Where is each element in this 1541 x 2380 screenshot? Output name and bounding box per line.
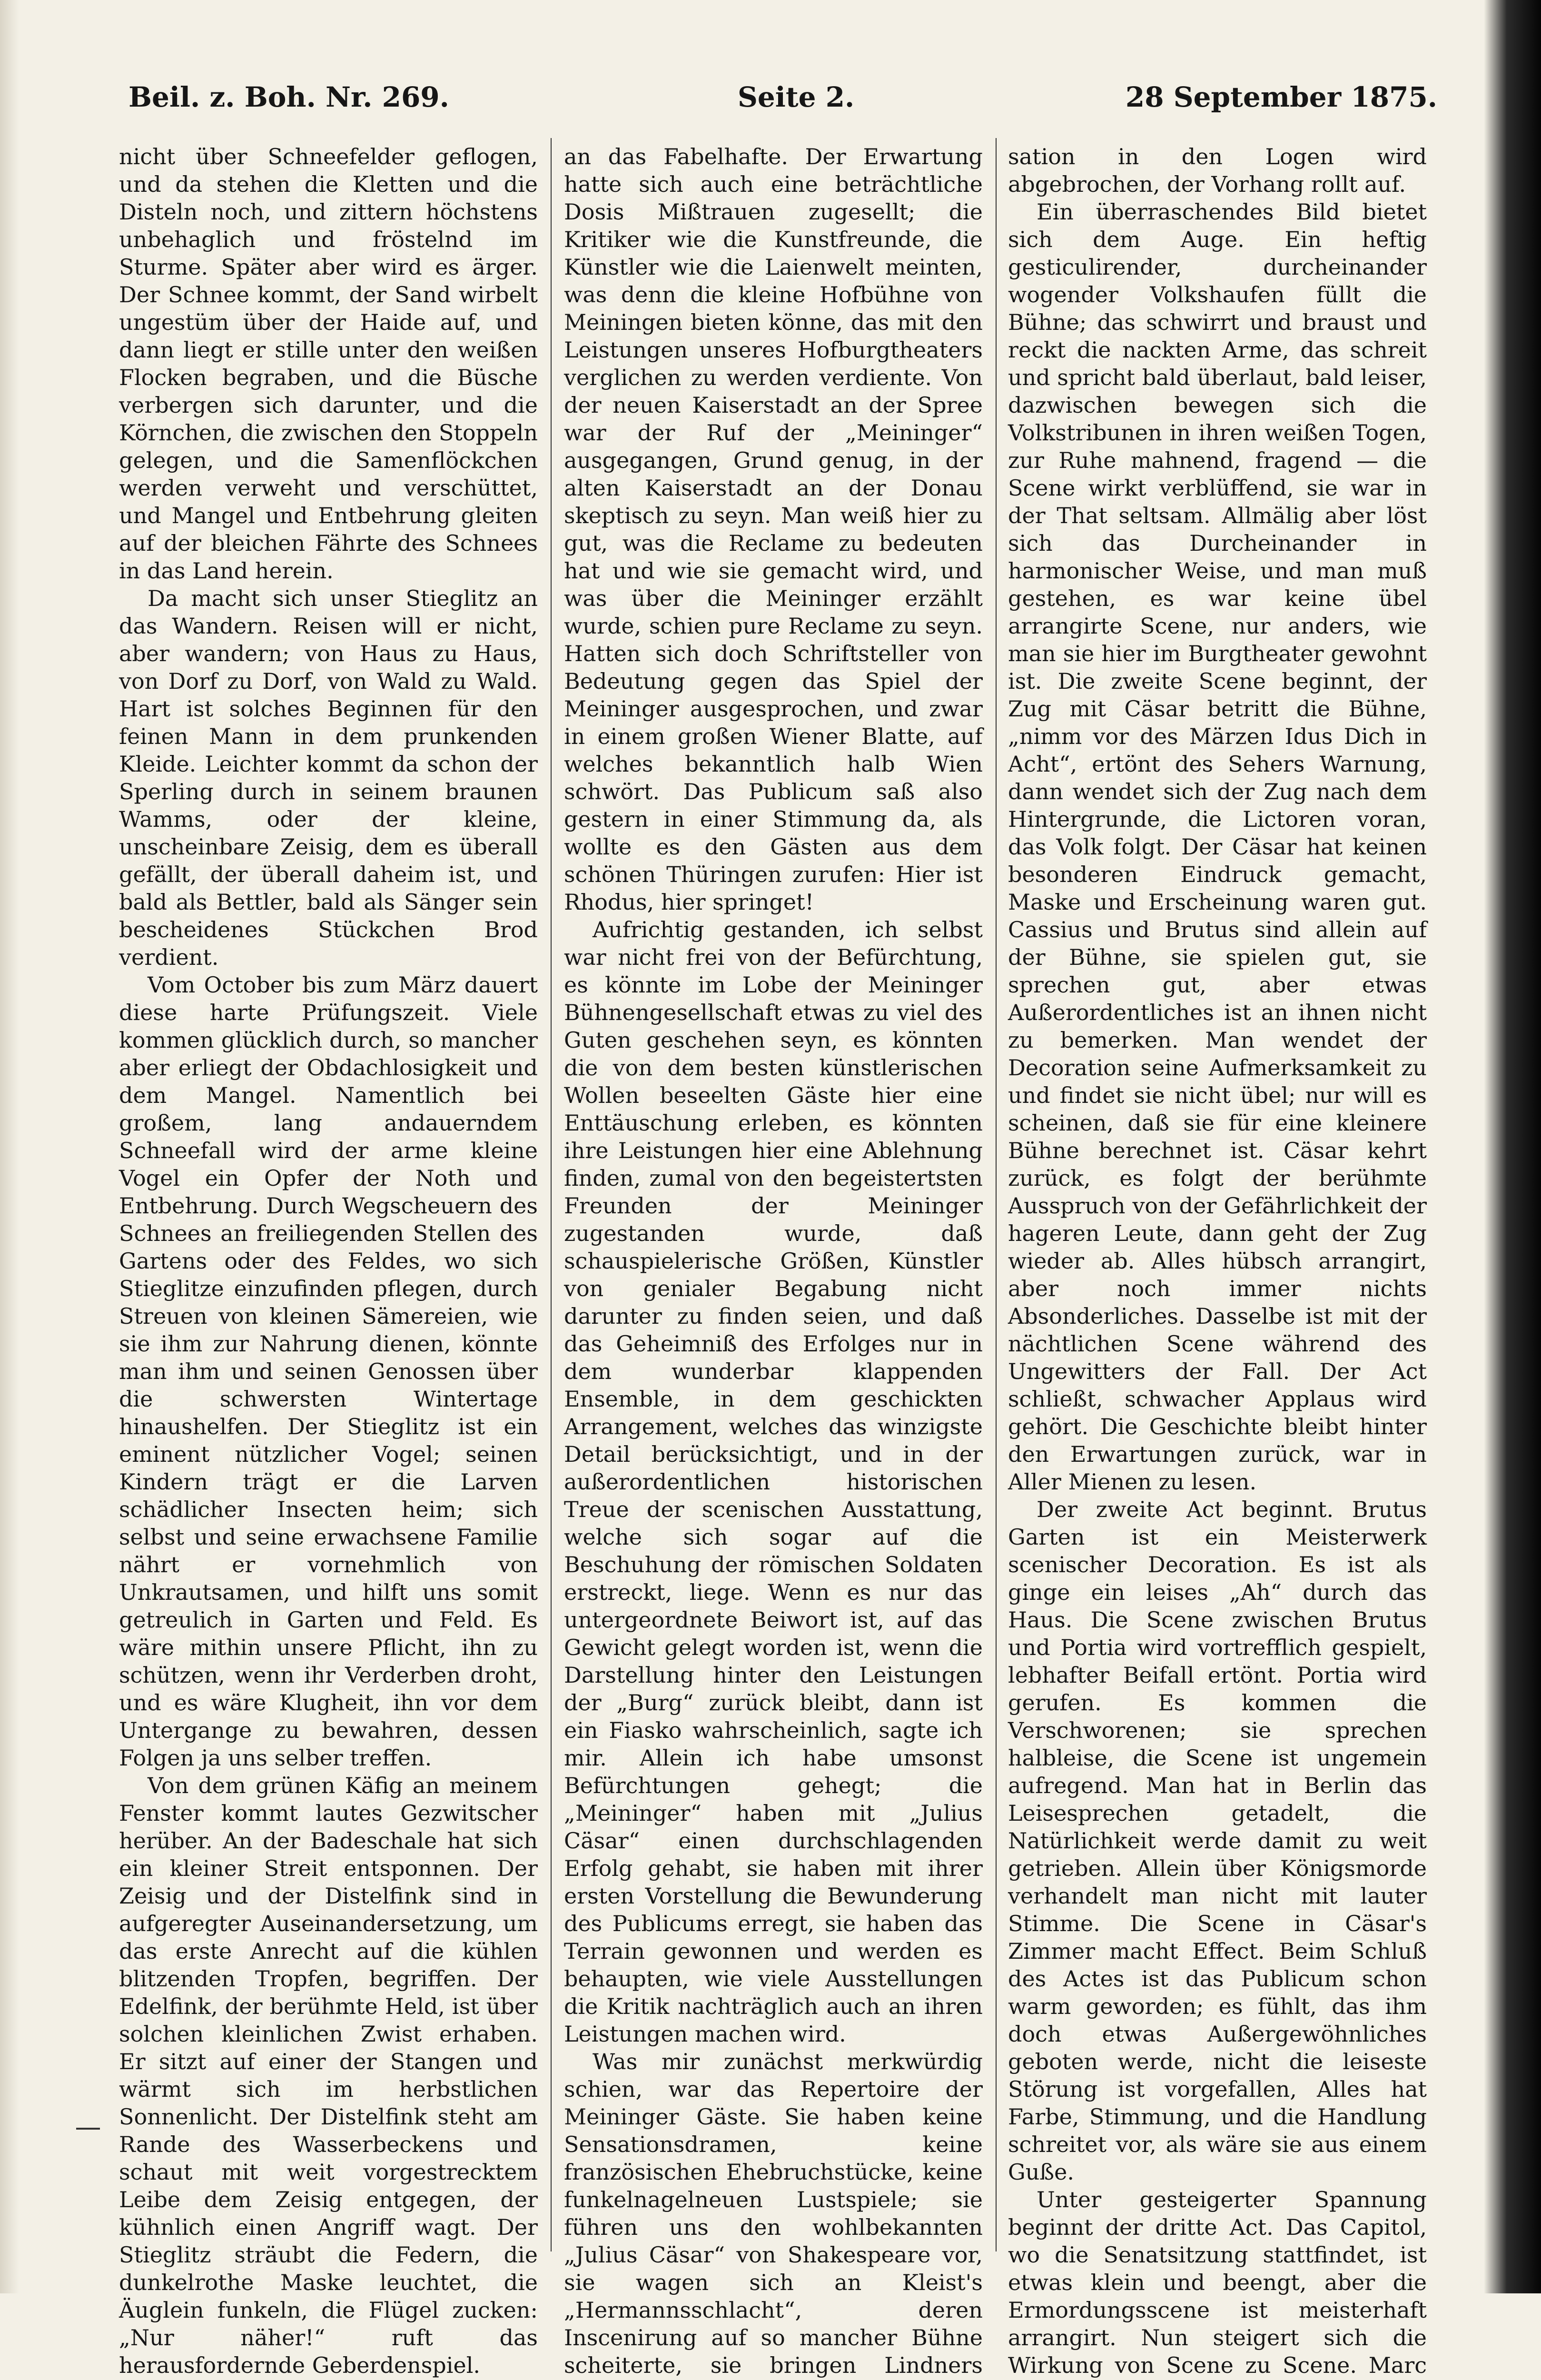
- scan-right-edge: [1484, 0, 1541, 2293]
- column-rule-2: [996, 138, 997, 2251]
- scan-left-edge: [0, 0, 19, 2293]
- paragraph: Unter gesteigerter Spannung beginnt der dritte Act. Das Capitol, wo die Senatsitzung stattfindet, ist etwas klein und beengt, aber die Ermordungsscene ist meisterhaft arrangirt. Nun steigert sich die Wirkung von Scene zu Scene. Marc: [1008, 2187, 1427, 2378]
- margin-mark: [76, 2128, 100, 2130]
- paragraph: sation in den Logen wird abgebrochen, der Vorhang rollt auf.: [1008, 144, 1427, 197]
- paragraph: nicht über Schneefelder geflogen, und da stehen die Kletten und die Disteln noch, und zittern höchstens unbehaglich und fröstelnd im Sturme. Später aber wird es ärger. Der Schnee kommt, der Sand wirbelt ungestüm über der Haide auf, und dann liegt er stille unter den weißen Flocken begraben, und die Büsche verbergen sich darunter, und die Körnchen, die zwischen den Stoppeln gelegen, und die Samenflöckchen werden verweht und verschüttet, und Mangel und Entbehrung gleiten auf der bleichen Fährte des Schnees in das Land herein.: [119, 144, 538, 584]
- paragraph: Da macht sich unser Stieglitz an das Wandern. Reisen will er nicht, aber wandern; von Haus zu Haus, von Dorf zu Dorf, von Wald zu Wald. Hart ist solches Beginnen für den feinen Mann in dem prunkenden Kleide. Leichter kommt da schon der Sperling durch in seinem braunen Wamms, oder der kleine, unscheinbare Zeisig, dem es überall gefällt, der überall daheim ist, und bald als Bettler, bald als Sänger sein bescheidenes Stückchen Brod verdient.: [119, 585, 538, 970]
- column-1: [119, 143, 538, 2378]
- column-2: [564, 143, 983, 2378]
- paragraph: Der zweite Act beginnt. Brutus Garten ist ein Meisterwerk scenischer Decoration. Es ist als ginge ein leises „Ah“ durch das Haus. Die Scene zwischen Brutus und Portia wird vortrefflich gespielt, lebhafter Beifall ertönt. Portia wird gerufen. Es kommen die Verschworenen; sie sprechen halbleise, die Scene ist ungemein aufregend. Man hat in Berlin das Leisesprechen getadelt, die Natürlichkeit werde damit zu weit getrieben. Allein über Königsmorde verhandelt man nicht mit lauter Stimme. Die Scene in Cäsar's Zimmer macht Effect. Beim Schluß des Actes ist das Publicum schon warm geworden; es fühlt, das ihm doch etwas Außergewöhnliches geboten werde, nicht die leiseste Störung ist vorgefallen, Alles hat Farbe, Stimmung, und die Handlung schreitet vor, als wäre sie aus einem Guße.: [1008, 1497, 1427, 2185]
- paragraph: Was mir zunächst merkwürdig schien, war das Repertoire der Meininger Gäste. Sie haben keine Sensationsdramen, keine französischen Ehebruchstücke, keine funkelnagelneuen Lustspiele; sie führen uns den wohlbekannten „Julius Cäsar“ von Shakespeare vor, sie wagen sich an Kleist's „Hermannsschlacht“, deren Inscenirung auf so mancher Bühne scheiterte, sie bringen Lindners: [564, 2049, 983, 2378]
- column-rule-1: [551, 138, 552, 2251]
- header-page-number: Seite 2.: [738, 81, 855, 113]
- paragraph: Vom October bis zum März dauert diese harte Prüfungszeit. Viele kommen glücklich durch, so mancher aber erliegt der Obdachlosigkeit und dem Mangel. Namentlich bei großem, lang andauerndem Schneefall wird der arme kleine Vogel ein Opfer der Noth und Entbehrung. Durch Wegscheuern des Schnees an freiliegenden Stellen des Gartens oder des Feldes, wo sich Stieglitze einzufinden pflegen, durch Streuen von kleinen Sämereien, wie sie ihm zur Nahrung dienen, könnte man ihm und seinen Genossen über die schwersten Wintertage hinaushelfen. Der Stieglitz ist ein eminent nützlicher Vogel; seinen Kindern trägt er die Larven schädlicher Insecten heim; sich selbst und seine erwachsene Familie nährt er vornehmlich von Unkrautsamen, und hilft uns somit getreulich in Garten und Feld. Es wäre mithin unsere Pflicht, ihn zu schützen, wenn ihr Verderben droht, und es wäre Klugheit, ihn vor dem Untergange zu bewahren, dessen Folgen ja uns selber treffen.: [119, 972, 538, 1771]
- header-issue: Beil. z. Boh. Nr. 269.: [128, 81, 449, 113]
- column-3: [1008, 143, 1427, 2378]
- paragraph: Von dem grünen Käfig an meinem Fenster kommt lautes Gezwitscher herüber. An der Badeschale hat sich ein kleiner Streit entsponnen. Der Zeisig und der Distelfink sind in aufgeregter Auseinandersetzung, um das erste Anrecht auf die kühlen blitzenden Tropfen, begriffen. Der Edelfink, der berühmte Held, ist über solchen kleinlichen Zwist erhaben. Er sitzt auf einer der Stangen und wärmt sich im herbstlichen Sonnenlicht. Der Distelfink steht am Rande des Wasserbeckens und schaut mit weit vorgestrecktem Leibe dem Zeisig entgegen, der kühnlich einen Angriff wagt. Der Stieglitz sträubt die Federn, die dunkelrothe Maske leuchtet, die Äuglein funkeln, die Flügel zucken: „Nur näher!“ ruft das herausfordernde Geberdenspiel.: [119, 1773, 538, 2378]
- paragraph: Aufrichtig gestanden, ich selbst war nicht frei von der Befürchtung, es könnte im Lobe der Meininger Bühnengesellschaft etwas zu viel des Guten geschehen seyn, es könnten die von dem besten künstlerischen Wollen beseelten Gäste hier eine Enttäuschung erleben, es könnten ihre Leistungen hier eine Ablehnung finden, zumal von den begeistertsten Freunden der Meininger zugestanden wurde, daß schauspielerische Größen, Künstler von genialer Begabung nicht darunter zu finden seien, und daß das Geheimniß des Erfolges nur in dem wunderbar klappenden Ensemble, in dem geschickten Arrangement, welches das winzigste Detail berücksichtigt, und in der außerordentlichen historischen Treue der scenischen Ausstattung, welche sich sogar auf die Beschuhung der römischen Soldaten erstreckt, liege. Wenn es nur das untergeordnete Beiwort ist, auf das Gewicht gelegt worden ist, wenn die Darstellung hinter den Leistungen der „Burg“ zurück bleibt, dann ist ein Fiasko wahrscheinlich, sagte ich mir. Allein ich habe umsonst Befürchtungen gehegt; die „Meininger“ haben mit „Julius Cäsar“ einen durchschlagenden Erfolg gehabt, sie haben mit ihrer ersten Vorstellung die Bewunderung des Publicums erregt, sie haben das Terrain gewonnen und werden es behaupten, wie viele Ausstellungen die Kritik nachträglich auch an ihren Leistungen machen wird.: [564, 917, 983, 2047]
- paragraph: Ein überraschendes Bild bietet sich dem Auge. Ein heftig gesticulirender, durcheinander wogender Volkshaufen füllt die Bühne; das schwirrt und braust und reckt die nackten Arme, das schreit und spricht bald überlaut, bald leiser, dazwischen bewegen sich die Volkstribunen in ihren weißen Togen, zur Ruhe mahnend, fragend — die Scene wirkt verblüffend, sie war in der That seltsam. Allmälig aber löst sich das Durcheinander in harmonischer Weise, und man muß gestehen, es war keine übel arrangirte Scene, nur anders, wie man sie hier im Burgtheater gewohnt ist. Die zweite Scene beginnt, der Zug mit Cäsar betritt die Bühne, „nimm vor des Märzen Idus Dich in Acht“, ertönt des Sehers Warnung, dann wendet sich der Zug nach dem Hintergrunde, die Lictoren voran, das Volk folgt. Der Cäsar hat keinen besonderen Eindruck gemacht, Maske und Erscheinung waren gut. Cassius und Brutus sind allein auf der Bühne, sie spielen gut, sie sprechen gut, aber etwas Außerordentliches ist an ihnen nicht zu bemerken. Man wendet der Decoration seine Aufmerksamkeit zu und findet sie nicht übel; nur will es scheinen, daß sie für eine kleinere Bühne berechnet ist. Cäsar kehrt zurück, es folgt der berühmte Ausspruch von der Gefährlichkeit der hageren Leute, dann geht der Zug wieder ab. Alles hübsch arrangirt, aber noch immer nichts Absonderliches. Dasselbe ist mit der nächtlichen Scene während des Ungewitters der Fall. Der Act schließt, schwacher Applaus wird gehört. Die Geschichte bleibt hinter den Erwartungen zurück, war in Aller Mienen zu lesen.: [1008, 199, 1427, 1495]
- header-date: 28 September 1875.: [1125, 81, 1437, 113]
- page-header: [128, 81, 1437, 124]
- paragraph: an das Fabelhafte. Der Erwartung hatte sich auch eine beträchtliche Dosis Mißtrauen zugesellt; die Kritiker wie die Kunstfreunde, die Künstler wie die Laienwelt meinten, was denn die kleine Hofbühne von Meiningen bieten könne, das mit den Leistungen unseres Hofburgtheaters verglichen zu werden verdiente. Von der neuen Kaiserstadt an der Spree war der Ruf der „Meininger“ ausgegangen, Grund genug, in der alten Kaiserstadt an der Donau skeptisch zu seyn. Man weiß hier zu gut, was die Reclame zu bedeuten hat und wie sie gemacht wird, und was über die Meininger erzählt wurde, schien pure Reclame zu seyn. Hatten sich doch Schriftsteller von Bedeutung gegen das Spiel der Meininger ausgesprochen, und zwar in einem großen Wiener Blatte, auf welches bekanntlich halb Wien schwört. Das Publicum saß also gestern in einer Stimmung da, als wollte es den Gästen aus dem schönen Thüringen zurufen: Hier ist Rhodus, hier springet!: [564, 144, 983, 915]
